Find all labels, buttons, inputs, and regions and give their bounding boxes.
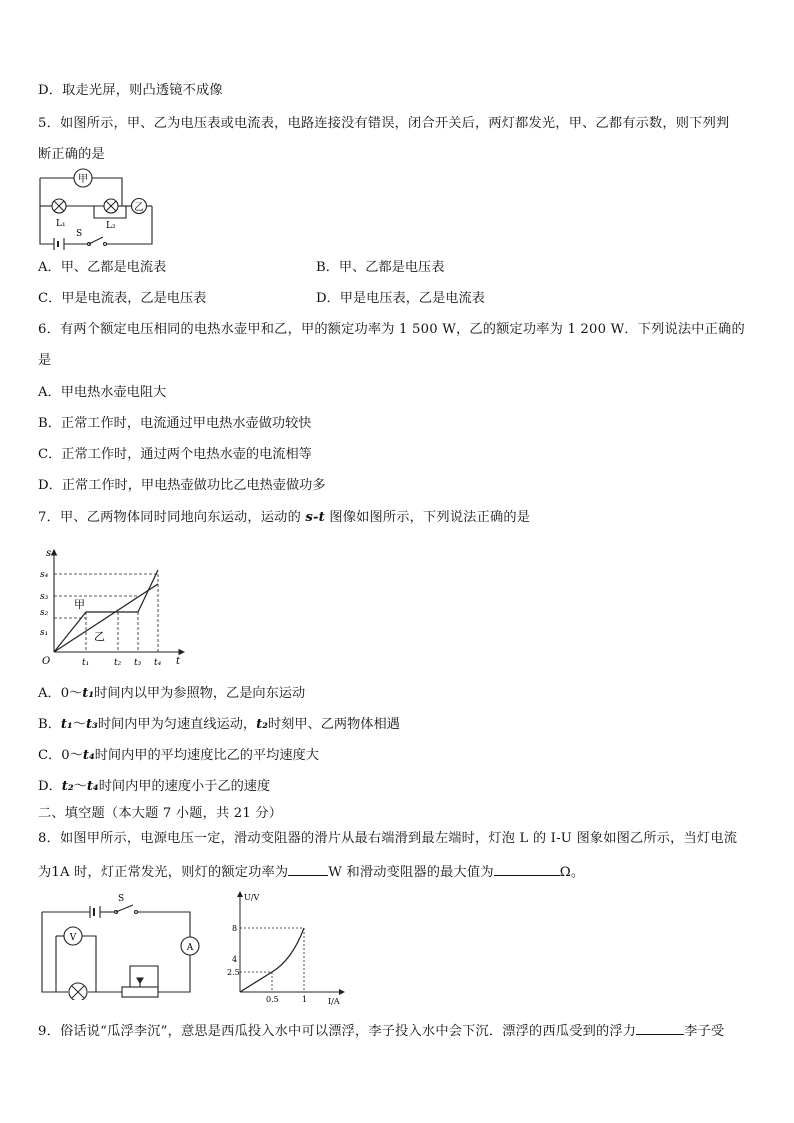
switch-label: S [76, 229, 83, 239]
graph-tick-2-5: 2.5 [227, 968, 240, 977]
q8-stem-line2 [38, 861, 584, 882]
series-a-line [54, 570, 158, 652]
q6-option-b: B．正常工作时，电流通过甲电热水壶做功较快 [38, 416, 312, 431]
q8-line2-post: Ω。 [559, 865, 585, 880]
q7-stem-st: s-t [305, 510, 325, 525]
q7-d-mid: ～ [73, 779, 87, 794]
rheostat-icon [122, 987, 158, 997]
q6-stem-line2: 是 [38, 353, 52, 368]
q9-blank[interactable] [636, 1020, 684, 1035]
q5-stem-line2: 断正确的是 [38, 147, 105, 162]
tick-t1: t₁ [82, 658, 90, 668]
q7-option-c [38, 747, 319, 765]
q6-stem-line1: 6．有两个额定电压相同的电热水壶甲和乙，甲的额定功率为 1 500 W，乙的额定功率为 1 200 W．下列说法中正确的 [38, 322, 745, 337]
q8-switch-label: S [118, 894, 125, 904]
q7-b-t2: t₂ [256, 717, 268, 732]
q8-blank-resistance[interactable] [494, 861, 560, 876]
graph-x-axis-label: I/A [328, 997, 340, 1006]
tick-t3: t₃ [134, 658, 142, 668]
q5-option-a: A．甲、乙都是电流表 [38, 260, 167, 275]
lamp-l-icon [69, 983, 87, 1000]
graph-tick-8: 8 [232, 924, 238, 933]
q8-blank-power[interactable] [288, 861, 328, 876]
series-b-label: 乙 [94, 630, 105, 643]
q7-stem-post: 图像如图所示，下列说法正确的是 [324, 510, 531, 525]
q4-option-d: D．取走光屏，则凸透镜不成像 [38, 83, 223, 98]
q7-option-a [38, 685, 305, 703]
q7-d-label: D． [38, 779, 62, 794]
q7-option-d [38, 778, 270, 796]
lamp-l1-label: L₁ [56, 219, 66, 229]
q5-option-d: D．甲是电压表，乙是电流表 [316, 291, 485, 306]
tick-s3: s₃ [40, 592, 49, 602]
graph-tick-4: 4 [232, 955, 238, 964]
q9-stem-post: 李子受 [684, 1024, 725, 1039]
voltmeter-label: V [69, 933, 77, 943]
q7-st-graph [34, 544, 190, 670]
q7-a-t1: t₁ [82, 686, 95, 701]
q7-stem-pre: 7．甲、乙两物体同时同地向东运动，运动的 [38, 510, 306, 525]
q7-a-post: 时间内以甲为参照物，乙是向东运动 [94, 686, 306, 701]
iu-curve [240, 928, 304, 992]
q7-option-b [38, 716, 400, 734]
q8-line2-mid: W 和滑动变阻器的最大值为 [328, 865, 494, 880]
q7-b-t3: t₃ [85, 717, 98, 732]
graph-tick-1: 1 [302, 995, 308, 1004]
y-axis-label: s [46, 548, 52, 559]
q7-d-t2: t₂ [61, 779, 74, 794]
q8-line2-pre: 为1A 时，灯正常发光，则灯的额定功率为 [38, 865, 289, 880]
ammeter-label: A [186, 943, 194, 953]
origin-label: O [42, 656, 51, 667]
graph-y-axis-label: U/V [244, 893, 260, 902]
q9-stem-pre: 9．俗话说“瓜浮李沉”，意思是西瓜投入水中可以漂浮，李子投入水中会下沉．漂浮的西瓜受到的浮力 [38, 1024, 637, 1039]
q7-b-mid2: 时间内甲为匀速直线运动， [97, 717, 257, 732]
q6-option-d: D．正常工作时，甲电热壶做功比乙电热壶做功多 [38, 478, 326, 493]
q7-c-t4: t₄ [82, 748, 95, 763]
q5-option-b: B．甲、乙都是电压表 [316, 260, 445, 275]
series-a-label: 甲 [74, 598, 85, 611]
q7-stem [38, 509, 530, 527]
q7-d-t4: t₄ [86, 779, 99, 794]
q7-b-post: 时刻甲、乙两物体相遇 [267, 717, 400, 732]
q9-stem [38, 1020, 724, 1041]
q5-circuit-diagram [36, 166, 160, 252]
tick-t4: t₄ [154, 658, 162, 668]
tick-s4: s₄ [40, 570, 49, 580]
q7-d-post: 时间内甲的速度小于乙的速度 [98, 779, 271, 794]
q7-c-pre: C．0～ [38, 748, 83, 763]
q7-b-mid1: ～ [72, 717, 86, 732]
q8-iu-graph [226, 888, 356, 1006]
meter-b-label: 乙 [134, 202, 144, 213]
lamp-l1-icon [52, 199, 66, 213]
section-2-heading: 二、填空题（本大题 7 小题，共 21 分） [38, 806, 283, 821]
graph-tick-0-5: 0.5 [266, 995, 279, 1004]
q7-a-pre: A．0～ [38, 686, 83, 701]
q8-stem-line1: 8．如图甲所示，电源电压一定，滑动变阻器的滑片从最右端滑到最左端时，灯泡 L 的 I-U 图象如图乙所示，当灯电流 [38, 831, 738, 846]
tick-t2: t₂ [114, 658, 122, 668]
q7-c-post: 时间内甲的平均速度比乙的平均速度大 [94, 748, 319, 763]
q8-circuit-diagram [38, 890, 208, 1000]
tick-s2: s₂ [40, 608, 49, 618]
lamp-l2-label: L₂ [106, 221, 116, 231]
q6-option-c: C．正常工作时，通过两个电热水壶的电流相等 [38, 447, 312, 462]
tick-s1: s₁ [40, 628, 49, 638]
q5-stem-line1: 5．如图所示，甲、乙为电压表或电流表，电路连接没有错误，闭合开关后，两灯都发光，甲、乙都有示数，则下列判 [38, 116, 730, 131]
lamp-l2-icon [104, 199, 118, 213]
q5-option-c: C．甲是电流表，乙是电压表 [38, 291, 207, 306]
q7-b-t1: t₁ [60, 717, 73, 732]
meter-a-label: 甲 [78, 174, 88, 185]
x-axis-label: t [176, 656, 181, 667]
q6-option-a: A．甲电热水壶电阻大 [38, 385, 167, 400]
q7-b-label: B． [38, 717, 61, 732]
